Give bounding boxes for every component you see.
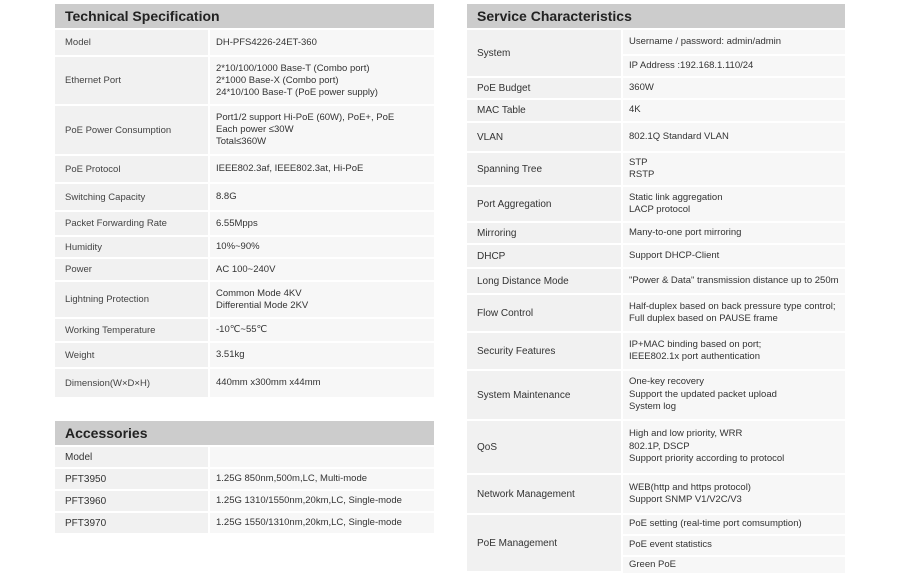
accessories-table <box>55 421 434 535</box>
service-label: Port Aggregation <box>467 187 621 221</box>
service-value-line: Support the updated packet upload <box>629 388 777 400</box>
service-value-line: IEEE802.1x port authentication <box>629 351 760 362</box>
spec-value-line: 24*10/100 Base-T (PoE power supply) <box>216 86 378 98</box>
spec-row <box>55 184 434 210</box>
accessory-row <box>55 491 434 511</box>
service-value-line: Green PoE <box>629 558 676 570</box>
spec-row <box>55 57 434 104</box>
spec-row <box>55 212 434 235</box>
service-label: System Maintenance <box>467 371 621 419</box>
spec-row <box>55 369 434 397</box>
service-value <box>623 153 845 185</box>
service-value <box>623 421 845 473</box>
spec-label: Power <box>55 259 208 280</box>
spec-value-line: IEEE802.3af, IEEE802.3at, Hi-PoE <box>216 163 364 174</box>
service-value-line: 802.1Q Standard VLAN <box>629 130 729 142</box>
service-value <box>623 123 845 151</box>
service-label: MAC Table <box>467 100 621 121</box>
service-value-line: Full duplex based on PAUSE frame <box>629 313 778 324</box>
spec-value <box>210 106 434 154</box>
spec-value-line: Each power ≤30W <box>216 124 294 135</box>
spec-value <box>210 237 434 257</box>
service-value <box>623 269 845 293</box>
accessory-value <box>210 469 434 489</box>
spec-row <box>55 106 434 154</box>
service-value <box>623 371 845 419</box>
spec-label: Dimension(W×D×H) <box>55 369 208 397</box>
service-value-line: Username / password: admin/admin <box>629 35 782 47</box>
service-value-line: IP Address :192.168.1.110/24 <box>629 59 754 71</box>
spec-value-line: 440mm x300mm x44mm <box>216 377 321 388</box>
service-value-line: WEB(http and https protocol) <box>629 481 751 493</box>
spec-label: PoE Protocol <box>55 156 208 182</box>
spec-value <box>210 343 434 367</box>
accessory-label: PFT3970 <box>55 513 208 533</box>
spec-value <box>210 369 434 397</box>
spec-value-line: 3.51kg <box>216 349 245 360</box>
service-value-line: RSTP <box>629 169 655 180</box>
accessory-row <box>55 469 434 489</box>
spec-row <box>55 343 434 367</box>
service-value-line: Support priority according to protocol <box>629 453 785 465</box>
spec-value-line: 10%~90% <box>216 241 260 252</box>
service-value-line: PoE setting (real-time port comsumption) <box>629 518 802 530</box>
spec-value <box>210 212 434 235</box>
spec-value-line: 6.55Mpps <box>216 217 258 229</box>
spec-label: Switching Capacity <box>55 184 208 210</box>
service-label: DHCP <box>467 245 621 267</box>
spec-value <box>210 30 434 55</box>
spec-label: Lightning Protection <box>55 282 208 317</box>
spec-value-line: Common Mode 4KV <box>216 287 302 299</box>
spec-value <box>210 156 434 182</box>
spec-value-line: AC 100~240V <box>216 263 276 275</box>
service-value-line: High and low priority, WRR <box>629 428 743 440</box>
accessory-label: PFT3950 <box>55 469 208 489</box>
spec-label: Working Temperature <box>55 319 208 341</box>
tech-spec-header: Technical Specification <box>55 4 434 28</box>
spec-value <box>210 282 434 317</box>
spec-row <box>55 282 434 317</box>
service-value-line: System log <box>629 401 676 413</box>
service-value <box>623 536 845 555</box>
service-value <box>623 100 845 121</box>
service-value-line: Support SNMP V1/V2C/V3 <box>629 494 742 505</box>
spec-value <box>210 57 434 104</box>
accessory-value-line: 1.25G 850nm,500m,LC, Multi-mode <box>216 473 368 484</box>
accessories-header: Accessories <box>55 421 434 445</box>
service-value <box>623 295 845 331</box>
service-value <box>623 78 845 98</box>
service-value-line: LACP protocol <box>629 204 691 215</box>
spec-row <box>55 156 434 182</box>
spec-label: PoE Power Consumption <box>55 106 208 154</box>
accessory-label: Model <box>55 447 208 467</box>
service-label: Mirroring <box>467 223 621 243</box>
spec-value-line: -10℃~55℃ <box>216 324 268 335</box>
spec-label: Humidity <box>55 237 208 257</box>
service-value-line: 360W <box>629 81 654 93</box>
service-value-line: Static link aggregation <box>629 191 723 203</box>
spec-row <box>55 30 434 55</box>
service-value-line: 802.1P, DSCP <box>629 440 690 452</box>
spec-label: Weight <box>55 343 208 367</box>
accessory-value-line: 1.25G 1550/1310nm,20km,LC, Single-mode <box>216 517 402 528</box>
service-label: Long Distance Mode <box>467 269 621 293</box>
service-value <box>623 56 845 76</box>
spec-row <box>55 259 434 280</box>
spec-value-line: Differential Mode 2KV <box>216 299 309 311</box>
accessory-row <box>55 513 434 533</box>
service-value <box>623 515 845 534</box>
service-value <box>623 333 845 369</box>
service-label: QoS <box>467 421 621 473</box>
service-value-line: PoE event statistics <box>629 539 712 551</box>
service-label: Spanning Tree <box>467 153 621 185</box>
service-value-line: One-key recovery <box>629 376 704 388</box>
spec-value-line: 2*1000 Base-X (Combo port) <box>216 74 339 86</box>
service-value <box>623 557 845 573</box>
spec-label: Packet Forwarding Rate <box>55 212 208 235</box>
service-value <box>623 475 845 513</box>
service-label: System <box>467 30 621 76</box>
service-value-line: IP+MAC binding based on port; <box>629 338 762 350</box>
service-label: PoE Management <box>467 515 621 571</box>
accessory-value <box>210 513 434 533</box>
accessory-value <box>210 491 434 511</box>
service-value-line: Half-duplex based on back pressure type control; <box>629 300 836 312</box>
service-label: VLAN <box>467 123 621 151</box>
service-value <box>623 245 845 267</box>
service-value <box>623 30 845 54</box>
spec-value-line: DH-PFS4226-24ET-360 <box>216 36 317 48</box>
service-value-line: Many-to-one port mirroring <box>629 226 742 238</box>
spec-value <box>210 259 434 280</box>
spec-value-line: 2*10/100/1000 Base-T (Combo port) <box>216 62 370 74</box>
spec-value <box>210 319 434 341</box>
spec-value-line: 8.8G <box>216 191 237 202</box>
service-label: Security Features <box>467 333 621 369</box>
service-value-line: "Power & Data" transmission distance up to 250m <box>629 274 839 286</box>
spec-row <box>55 237 434 257</box>
accessory-label: PFT3960 <box>55 491 208 511</box>
service-value <box>623 187 845 221</box>
accessory-value <box>210 447 434 467</box>
service-value-line: 4K <box>629 104 641 116</box>
accessory-value-line: 1.25G 1310/1550nm,20km,LC, Single-mode <box>216 495 402 506</box>
spec-value <box>210 184 434 210</box>
service-characteristics-table <box>467 4 845 575</box>
spec-row <box>55 319 434 341</box>
accessory-row <box>55 447 434 467</box>
spec-value-line: Total≤360W <box>216 136 267 147</box>
spec-label: Ethernet Port <box>55 57 208 104</box>
technical-specification-table <box>55 4 434 399</box>
service-label: Network Management <box>467 475 621 513</box>
service-value-line: STP <box>629 156 648 168</box>
spec-value-line: Port1/2 support Hi-PoE (60W), PoE+, PoE <box>216 112 395 123</box>
service-label: PoE Budget <box>467 78 621 98</box>
service-value-line: Support DHCP-Client <box>629 249 720 261</box>
service-value <box>623 223 845 243</box>
spec-label: Model <box>55 30 208 55</box>
service-header: Service Characteristics <box>467 4 845 28</box>
service-label: Flow Control <box>467 295 621 331</box>
